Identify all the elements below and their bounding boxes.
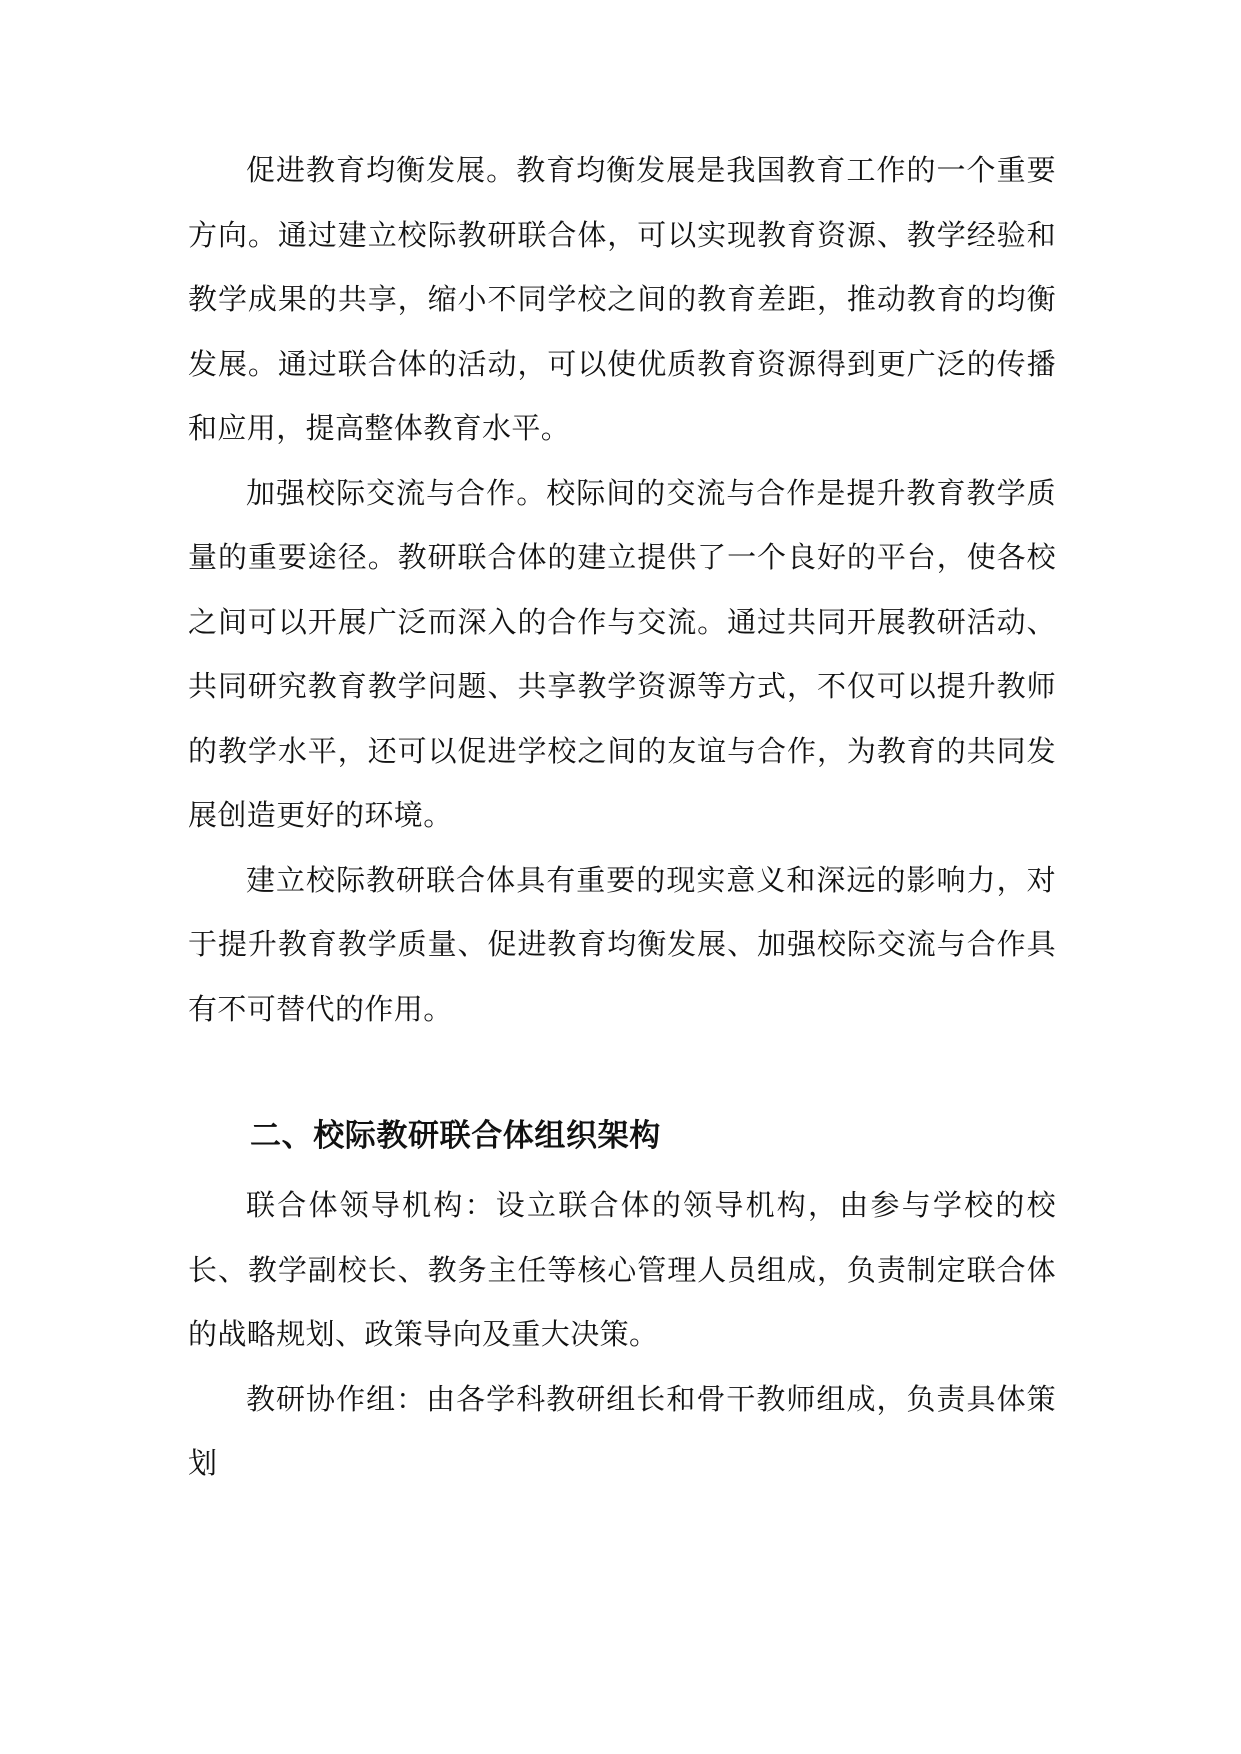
paragraph-leadership-body: 联合体领导机构：设立联合体的领导机构，由参与学校的校长、教学副校长、教务主任等核心管理人员组成，负责制定联合体的战略规划、政策导向及重大决策。 [188, 1188, 1056, 1351]
paragraph-balanced-development: 促进教育均衡发展。教育均衡发展是我国教育工作的一个重要方向。通过建立校际教研联合体，可以实现教育资源、教学经验和教学成果的共享，缩小不同学校之间的教育差距，推动教育的均衡发展。通过联合体的活动，可以使优质教育资源得到更广泛的传播和应用，提高整体教育水平。 [188, 153, 1056, 445]
paragraph-inter-school-exchange: 加强校际交流与合作。校际间的交流与合作是提升教育教学质量的重要途径。教研联合体的建立提供了一个良好的平台，使各校之间可以开展广泛而深入的合作与交流。通过共同开展教研活动、共同研究教育教学问题、共享教学资源等方式，不仅可以提升教师的教学水平，还可以促进学校之间的友谊与合作，为教育的共同发展创造更好的环境。 [188, 475, 1056, 832]
section-heading: 二、校际教研联合体组织架构 [250, 1118, 661, 1154]
paragraph-research-collaboration-group: 教研协作组：由各学科教研组长和骨干教师组成，负责具体策划 [188, 1381, 1056, 1480]
paragraph-summary: 建立校际教研联合体具有重要的现实意义和深远的影响力，对于提升教育教学质量、促进教育均衡发展、加强校际交流与合作具有不可替代的作用。 [188, 862, 1056, 1026]
document-page [188, 138, 1056, 1496]
